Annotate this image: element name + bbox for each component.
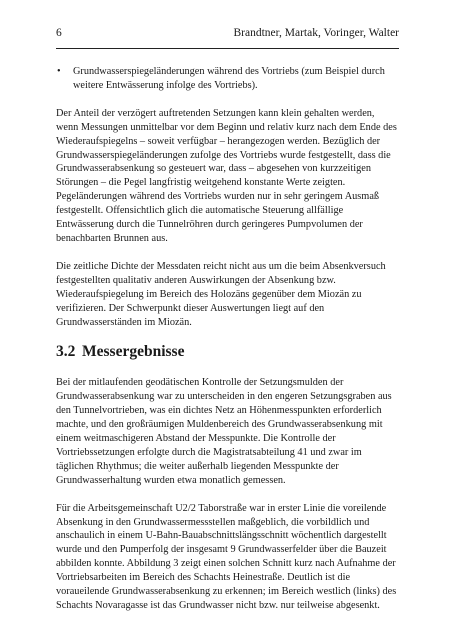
bullet-symbol: • (57, 66, 61, 77)
header-rule (56, 48, 399, 49)
paragraph: Die zeitliche Dichte der Messdaten reicht nicht aus um die beim Absenkversuch festgestellten qualitativ anderen Auswirkungen der Absenkung bzw. Wiederaufspiegelung im Bereich des Holozäns gegenüber dem Miozän zu verifizieren. Der Schwerpunkt dieser Auswertungen liegt auf den Grundwasserständen im Miozän. (56, 260, 386, 328)
bullet-item (56, 65, 399, 93)
header-authors: Brandtner, Martak, Voringer, Walter (233, 27, 399, 39)
running-header (56, 27, 399, 43)
paragraph: Bei der mitlaufenden geodätischen Kontrolle der Setzungsmulden der Grundwasserabsenkung war zu unterscheiden in den engeren Setzungsgraben aus den Tunnelvortrieben, was ein dichtes Netz an Höhenmesspunkten erforderlich machte, und den großräumigen Muldenbereich des Grundwasserabsenkung mit einem weitmaschigeren Abstand der Messpunkte. Die Kontrolle der Vortriebssetzungen erfolgte durch die Magistratsabteilung 41 und zwar im täglichen Rhythmus; die weiter außerhalb liegenden Messpunkte der Grundwasserhaltung wurden etwa monatlich gemessen. (56, 377, 392, 486)
section-title: Messergebnisse (82, 343, 185, 361)
paragraph: Der Anteil der verzögert auftretenden Setzungen kann klein gehalten werden, wenn Messungen unmittelbar vor dem Beginn und relativ kurz nach dem Ende des Wiederaufspiegelns – soweit verfügbar – herangezogen werden. Bezüglich der Grundwasserspiegeländerungen zufolge des Vortriebs wurde festgestellt, dass die Grundwasserabsenkung so gesteuert war, dass – abgesehen von kurzzeitigen Störungen – die Pegel langfristig weitgehend konstante Werte zeigten. Pegeländerungen während des Vortriebs wurden nur in sehr geringem Ausmaß festgestellt. Offensichtlich glich die automatische Steuerung allfällige Entwässerung durch die Tunnelröhren durch geringeres Pumpvolumen der benachbarten Brunnen aus. (56, 107, 397, 244)
section-number: 3.2 (56, 343, 76, 361)
body-text (56, 65, 399, 627)
bullet-text: Grundwasserspiegeländerungen während des Vortriebs (zum Beispiel durch weitere Entwässerung infolge des Vortriebs). (73, 66, 385, 91)
section-heading (56, 343, 399, 361)
page-number: 6 (56, 27, 62, 39)
paragraph: Für die Arbeitsgemeinschaft U2/2 Taborstraße war in erster Linie die voreilende Absenkung in den Grundwassermessstellen maßgeblich, die vorbildlich und anschaulich in einem U-Bahn-Bauabschnittslängsschnitt wöchentlich dargestellt wurde und den Pumperfolg der insgesamt 9 Grundwasserfelder über die Bauzeit abbilden konnte. Abbildung 3 zeigt einen solchen Schnitt kurz nach Aufnahme der Vortriebsarbeiten im Bereich des Schachts Heinestraße. Deutlich ist die voraueilende Grundwasserabsenkung zu erkennen; im Bereich westlich (links) des Schachts Novaragasse ist das Grundwasser nicht bzw. nur teilweise abgesenkt. (56, 502, 397, 611)
